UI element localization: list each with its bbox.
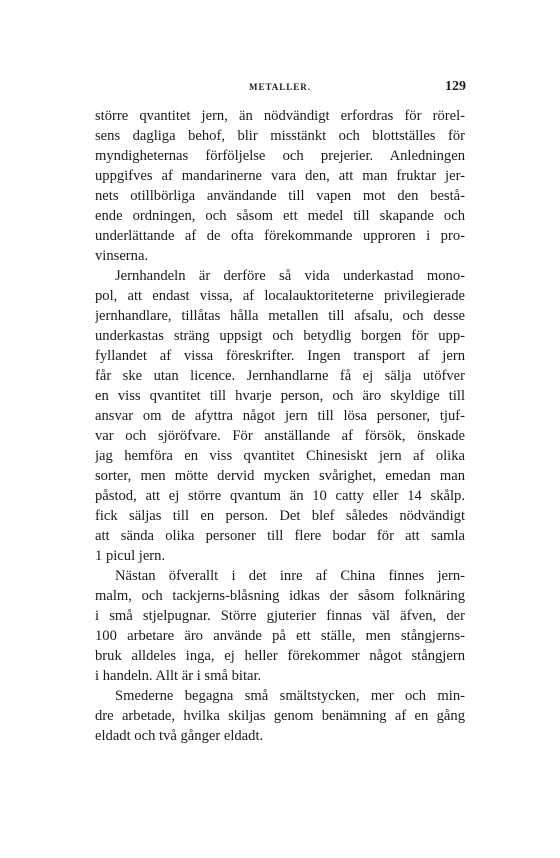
- text-line: 1 picul jern.: [95, 548, 166, 564]
- text-line: underkastas sträng uppsigt och betydlig borgen för upp-: [95, 328, 465, 344]
- text-line: att sända olika personer till flere bodar för att samla: [95, 528, 465, 544]
- text-line: malm, och tackjerns-blåsning idkas der såsom folknäring: [95, 588, 465, 604]
- running-title: METALLER.: [248, 82, 312, 92]
- text-line: ende ordningen, och såsom ett medel till skapande och: [95, 208, 465, 224]
- text-line: underlättande af de ofta förekommande upproren i pro-: [95, 228, 465, 244]
- text-line: sorter, men mötte dervid mycken svårighet, emedan man: [95, 468, 465, 484]
- text-line: var och sjöröfvare. För anställande af försök, önskade: [95, 428, 465, 444]
- text-line: Nästan öfverallt i det inre af China finnes jern-: [115, 568, 465, 584]
- text-line: eldadt och två gånger eldadt.: [95, 728, 264, 744]
- text-line: pol, att endast vissa, af localauktoriteterne privilegierade: [95, 288, 465, 304]
- text-line: sens dagliga behof, blir misstänkt och blottställes för: [95, 128, 465, 144]
- text-line: dre arbetade, hvilka skiljas genom benämning af en gång: [95, 708, 465, 724]
- text-line: jag hemföra en viss qvantitet Chinesiskt jern af olika: [95, 448, 465, 464]
- text-line: i små stjelpugnar. Större gjuterier finnas väl äfven, der: [95, 608, 465, 624]
- text-line: påstod, att ej större qvantum än 10 catty eller 14 skålp.: [95, 488, 465, 504]
- text-line: jernhandlare, tillåtas hålla metallen till afsalu, och desse: [95, 308, 465, 324]
- text-line: i handeln. Allt är i små bitar.: [95, 668, 262, 684]
- paragraph: [95, 266, 465, 566]
- paragraph: [95, 106, 465, 266]
- text-line: vinserna.: [95, 248, 149, 264]
- body-text: [95, 106, 465, 746]
- text-line: 100 arbetare äro använde på ett ställe, men stångjerns-: [95, 628, 465, 644]
- paragraph: [95, 686, 465, 746]
- text-line: uppgifves af mandarinerne vara den, att man fruktar jer-: [95, 168, 465, 184]
- text-line: nets otillbörliga användande till vapen mot den bestå-: [95, 188, 465, 204]
- text-line: bruk alldeles inga, ej heller förekommer något stångjern: [95, 648, 465, 664]
- paragraph: [95, 566, 465, 686]
- text-line: Smederne begagna små smältstycken, mer och min-: [115, 688, 465, 704]
- text-line: fick säljas till en person. Det blef således nödvändigt: [95, 508, 465, 524]
- text-line: myndigheternas förföljelse och prejerier. Anledningen: [95, 148, 465, 164]
- page-number: 129: [445, 79, 466, 94]
- text-line: ansvar om de afyttra något jern till lösa personer, tjuf-: [95, 408, 465, 424]
- text-line: större qvantitet jern, än nödvändigt erfordras för rörel-: [95, 108, 465, 124]
- text-line: en viss qvantitet till hvarje person, och äro skyldige till: [95, 388, 465, 404]
- running-head: [0, 80, 560, 100]
- text-line: fyllandet af vissa föreskrifter. Ingen transport af jern: [95, 348, 465, 364]
- text-line: får ske utan licence. Jernhandlarne få ej sälja utöfver: [95, 368, 465, 384]
- text-line: Jernhandeln är derföre så vida underkastad mono-: [115, 268, 465, 284]
